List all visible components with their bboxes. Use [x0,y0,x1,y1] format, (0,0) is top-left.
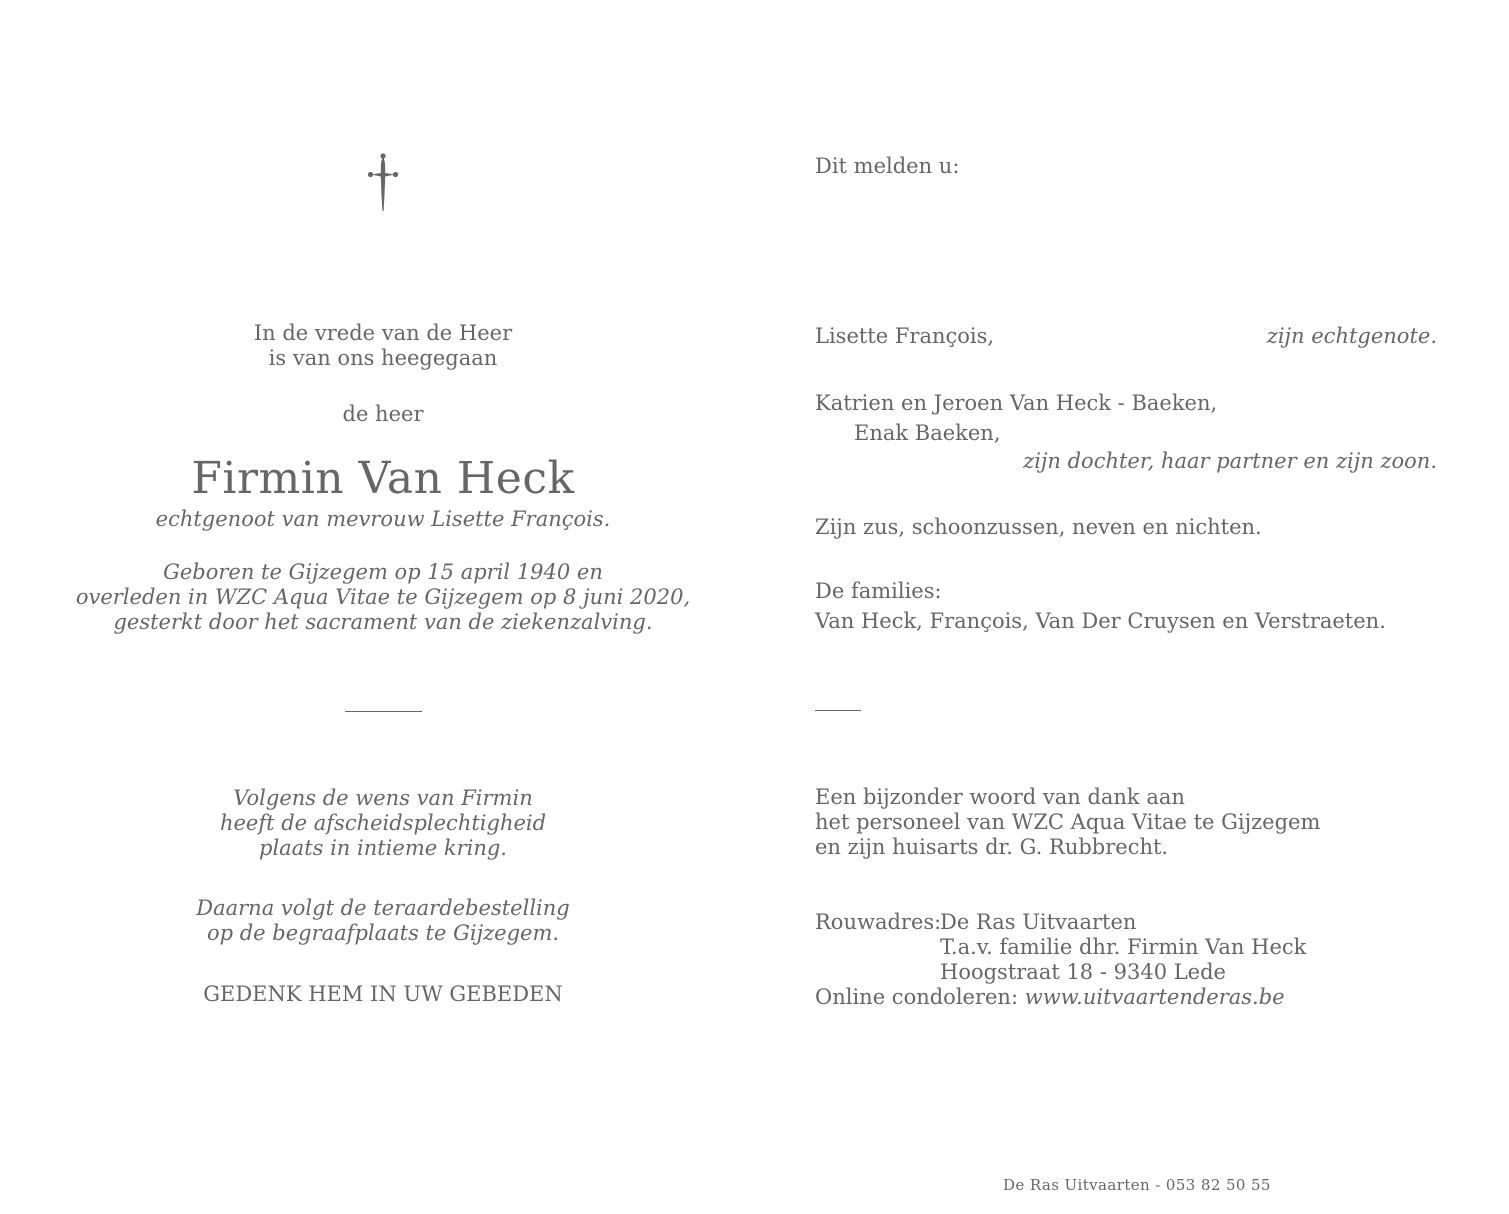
siblings-text: Zijn zus, schoonzussen, neven en nichten. [815,515,1262,539]
address-line-2: T.a.v. familie dhr. Firmin Van Heck [940,935,1307,959]
online-label: Online condoleren: [815,985,1019,1009]
spouse-line: echtgenoot van mevrouw Lisette François. [155,507,611,531]
address-label: Rouwadres: [815,910,942,934]
child-line-1: Katrien en Jeroen Van Heck - Baeken, [815,391,1218,415]
left-divider [345,711,422,712]
birth-death-text: Geboren te Gijzegem op 15 april 1940 en overleden in WZC Aqua Vitae te Gijzegem op 8 juni 2020, gesterkt door het sacrament van de ziekenzalving. [75,560,691,634]
remember-text: GEDENK HEM IN UW GEBEDEN [203,982,563,1006]
footer-text: De Ras Uitvaarten - 053 82 50 55 [1003,1176,1271,1194]
online-url[interactable]: www.uitvaartenderas.be [1024,985,1285,1009]
children-relation: zijn dochter, haar partner en zijn zoon. [1023,449,1437,473]
address-block [815,910,1415,1010]
online-condolence [815,985,1285,1010]
cross-icon [366,153,400,213]
address-line-3: Hoogstraat 18 - 9340 Lede [940,960,1226,984]
families-label: De families: [815,579,942,603]
families-text: Van Heck, François, Van Der Cruysen en Verstraeten. [815,609,1386,633]
spouse-name: Lisette François, [815,324,995,348]
deceased-name: Firmin Van Heck [191,453,575,504]
child-line-2: Enak Baeken, [854,421,1001,445]
burial-text: Daarna volgt de teraardebestelling op de begraafplaats te Gijzegem. [196,896,570,945]
intro-text: In de vrede van de Heer is van ons heegegaan [253,321,513,370]
spouse-relation: zijn echtgenote. [1266,324,1437,348]
announce-text: Dit melden u: [815,154,960,178]
thanks-text: Een bijzonder woord van dank aan het personeel van WZC Aqua Vitae te Gijzegem en zijn huisarts dr. G. Rubbrecht. [815,785,1321,859]
spouse-row [815,324,1437,349]
right-divider [815,710,861,711]
address-line-1: De Ras Uitvaarten [940,910,1137,934]
title-prefix: de heer [342,402,424,426]
ceremony-text: Volgens de wens van Firmin heeft de afscheidsplechtigheid plaats in intieme kring. [219,786,547,860]
